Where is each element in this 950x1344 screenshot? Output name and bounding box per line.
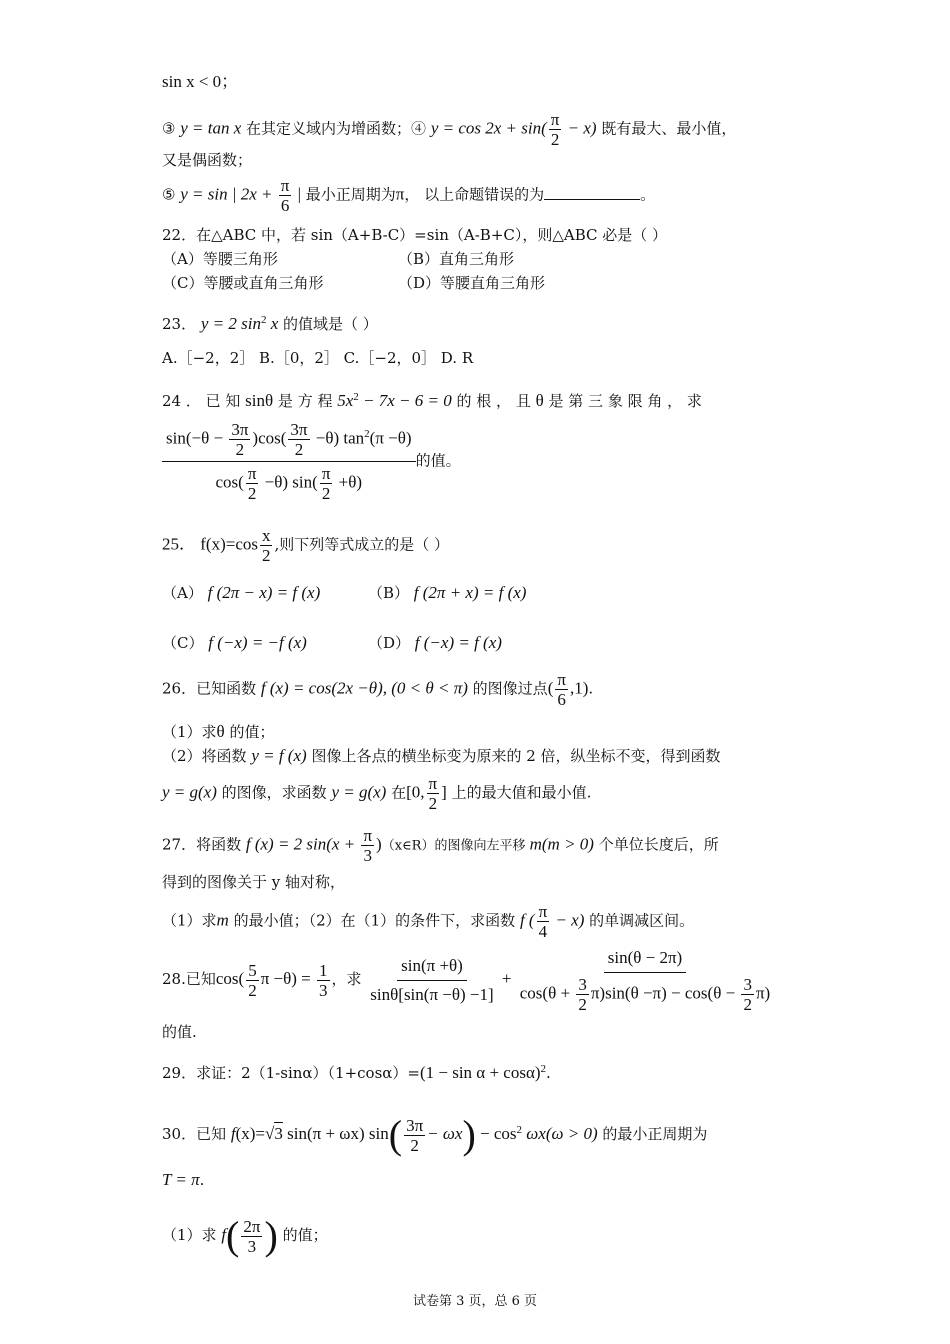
formula: y = sin | 2x + [180, 184, 277, 204]
question-30-period: T = π. [162, 1170, 205, 1189]
text: 。 [640, 185, 656, 204]
text-line [162, 110, 736, 149]
text-line [162, 176, 655, 215]
page-footer: 试卷第 3 页，总 6 页 [412, 1294, 538, 1309]
question-26-part-1: （1）求θ 的值； [162, 722, 275, 741]
fraction-1: $\frac{\sin(\pi +\theta)}{\sin\theta[\sin(\pi -\theta) -1]}$ [370, 955, 494, 1004]
text: ⑤ [162, 185, 181, 204]
text-line: 又是偶函数； [162, 151, 253, 169]
question-23-options: A.［−2，2］ B.［0，2］ C.［−2，0］ D. R [162, 349, 474, 367]
question-24-expression [162, 420, 461, 503]
option-a: （A） f (2π − x) = f (x) [162, 583, 321, 602]
question-27-parts: （1）求m 的最小值；（2）在（1）的条件下，求函数 f ( $\frac{\pi}{4}$ − x) 的单调减区间。 [162, 902, 695, 941]
question-29-stem: 29．求证：$2(1-\sin\alpha)(1+\cos\alpha)=(1 - \sin \alpha + \cos\alpha)^2$. [162, 1063, 551, 1082]
question-27-stem: 27．将函数 f (x) = 2 sin(x + $\frac{\pi}{3}$ )（x∈R）的图像向左平移 m(m > 0) 个单位长度后，所 [162, 826, 719, 865]
question-25-stem: 25． f(x)=cos $\frac{x}{2}$ ,则下列等式成立的是（ ） [162, 526, 450, 565]
fraction: $\frac{\pi}{2}$ [550, 110, 560, 149]
formula: π [395, 184, 405, 204]
option-c: （C）等腰或直角三角形 [162, 274, 324, 292]
question-30-part-1: （1）求 f( $\frac{2\pi}{3}$ ) 的值； [162, 1213, 328, 1258]
option-d: （D） f (−x) = f (x) [368, 633, 502, 652]
text: 在其定义域内为增函数；④ [241, 119, 431, 138]
question-28-stem: 28.已知cos( $\frac{5}{2}$ π −θ) = $\frac{1}{3}$ ，求 $\frac{\sin(\pi +\theta)}{\sin\theta[\sin(\pi -\theta) -1]}$ + sin(θ − 2π) cos(θ + $\frac{3}{2}$ π)sin(θ −π) − cos(θ − $\frac{3}{2}$ π) [162, 946, 774, 1014]
question-22-stem: 22．在△ABC 中，若 sin（A+B-C）=sin（A-B+C），则△ABC 必是（ ） [162, 226, 668, 244]
formula: y = tan x [180, 118, 242, 138]
text-line: sin x < 0； [162, 72, 239, 91]
question-23-stem: 23． y = 2 $\sin^2 x$ 的值域是（ ） [162, 314, 378, 333]
answer-blank[interactable] [544, 185, 640, 200]
sqrt: √3 [265, 1124, 283, 1143]
text: ③ [162, 119, 181, 138]
question-26-stem: 26．已知函数 f (x) = cos(2x −θ), (0 < θ < π) 的图像过点( $\frac{\pi}{6}$ ,1). [162, 670, 594, 709]
text: 既有最大、最小值， [596, 119, 737, 138]
formula: − x) [563, 118, 597, 138]
fraction: $\frac{\pi}{6}$ [280, 176, 290, 215]
question-24-stem: 24 ． 已 知 sinθ 是 方 程 $5x^2 - 7x - 6 = 0$ 的 根 ， 且 θ 是 第 三 象 限 角 ， 求 [162, 391, 702, 410]
question-26-part-2: （2）将函数 y = f (x) 图像上各点的横坐标变为原来的 2 倍，纵坐标不变，得到函数 [162, 746, 721, 765]
question-26-part-2-cont: y = g(x) 的图像，求函数 y = g(x) 在[0, $\frac{\pi}{2}$ ] 上的最大值和最小值. [162, 774, 592, 813]
text: 最小正周期为 [301, 185, 396, 204]
option-b: （B） f (2π + x) = f (x) [368, 583, 527, 602]
option-b: （B）直角三角形 [398, 250, 515, 268]
formula: | [293, 184, 302, 204]
question-27-stem-cont: 得到的图像关于 y 轴对称， [162, 873, 346, 891]
question-30-stem: 30．已知 f(x)=√3 sin(π + ωx) sin( $\frac{3\pi}{2}$ − $\omega x) - \cos^2 \omega x(\omega > 0)$ 的最小正周期为 [162, 1112, 708, 1157]
question-28-tail: 的值. [162, 1023, 197, 1041]
text: ， 以上命题错误的为 [404, 185, 545, 204]
option-d: （D）等腰直角三角形 [398, 274, 546, 292]
option-a: （A）等腰三角形 [162, 250, 278, 268]
formula: y = cos 2x + sin( [430, 118, 547, 138]
text: 的值。 [415, 451, 461, 470]
option-c: （C） f (−x) = −f (x) [162, 633, 307, 652]
big-fraction: sin(−θ − $\frac{3\pi}{2}$ )cos( $\frac{3\pi}{2}$ −θ) $\tan^2(\pi -\theta)$ cos( $\frac{\pi}{2}$ −θ) sin( $\frac{\pi}{2}$ +θ) [162, 420, 416, 503]
fraction-2: sin(θ − 2π) cos(θ + $\frac{3}{2}$ π)sin(θ −π) − cos(θ − $\frac{3}{2}$ π) [519, 948, 771, 1014]
